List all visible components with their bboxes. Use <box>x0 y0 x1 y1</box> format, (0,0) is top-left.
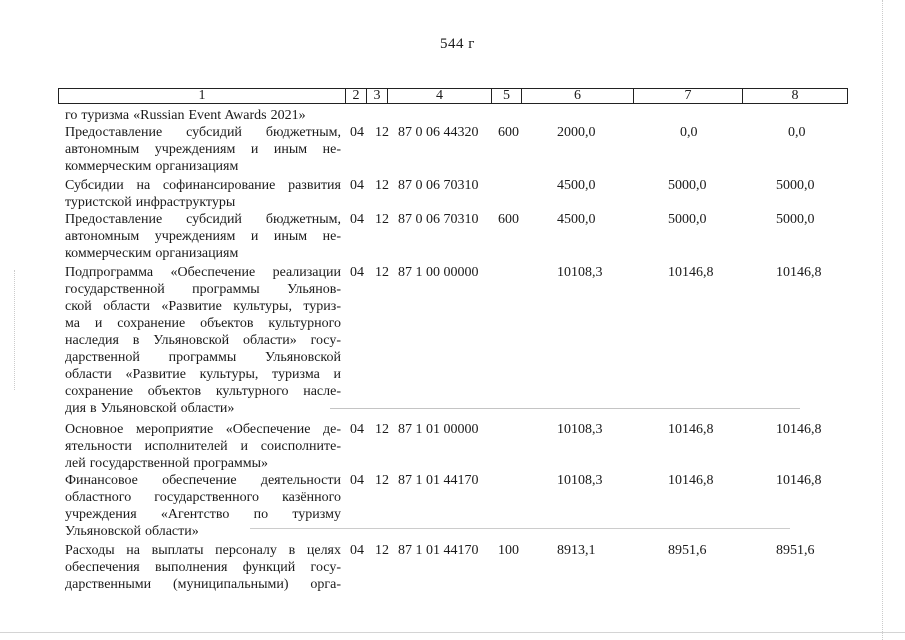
cell-target-code: 87 1 01 00000 <box>398 422 479 437</box>
description-line: Ульяновской области» <box>65 524 199 539</box>
description-line: областного государственного казённого <box>65 490 341 505</box>
cell-target-code: 87 0 06 70310 <box>398 212 479 227</box>
cell-amount-col7: 10146,8 <box>668 422 714 437</box>
description-line: государственной программы Ульянов- <box>65 282 341 297</box>
description-line: Предоставление субсидий бюджетным, <box>65 125 341 140</box>
description-line: ма и сохранение объектов культурного <box>65 316 341 331</box>
cell-amount-col8: 10146,8 <box>776 422 822 437</box>
cell-amount-col7: 8951,6 <box>668 543 707 558</box>
cell-amount-col7: 10146,8 <box>668 265 714 280</box>
description-line: дия в Ульяновской области» <box>65 401 235 416</box>
scan-noise-line <box>0 632 905 633</box>
table-row-description <box>65 107 341 124</box>
cell-amount-col8: 10146,8 <box>776 265 822 280</box>
description-line: наследия в Ульяновской области» госу- <box>65 333 341 348</box>
description-line: ской области «Развитие культуры, туриз- <box>65 299 341 314</box>
cell-subsection: 12 <box>375 422 389 437</box>
header-col-2: 2 <box>346 89 367 103</box>
description-line: области «Развитие культуры, туризма и <box>65 367 341 382</box>
description-line: коммерческим организациям <box>65 246 239 261</box>
cell-target-code: 87 1 01 44170 <box>398 543 479 558</box>
cell-expense-type: 600 <box>498 212 519 227</box>
cell-target-code: 87 1 00 00000 <box>398 265 479 280</box>
scan-noise-line <box>250 528 790 529</box>
description-line: дарственной программы Ульяновской <box>65 350 341 365</box>
cell-amount-col8: 8951,6 <box>776 543 815 558</box>
table-row-description <box>65 542 341 593</box>
cell-amount-col6: 2000,0 <box>557 125 596 140</box>
cell-expense-type: 100 <box>498 543 519 558</box>
cell-amount-col6: 8913,1 <box>557 543 596 558</box>
scan-noise-edge <box>882 0 884 640</box>
cell-amount-col8: 5000,0 <box>776 212 815 227</box>
header-col-4: 4 <box>388 89 492 103</box>
cell-amount-col6: 10108,3 <box>557 422 603 437</box>
cell-expense-type: 600 <box>498 125 519 140</box>
description-line: дарственными (муниципальными) орга- <box>65 577 341 592</box>
cell-subsection: 12 <box>375 543 389 558</box>
cell-amount-col8: 0,0 <box>788 125 806 140</box>
cell-subsection: 12 <box>375 178 389 193</box>
table-row-description <box>65 211 341 262</box>
description-line: туристской инфраструктуры <box>65 195 236 210</box>
cell-section: 04 <box>350 422 364 437</box>
page-number: 544 г <box>440 36 475 52</box>
description-line: Предоставление субсидий бюджетным, <box>65 212 341 227</box>
description-line: учреждения «Агентство по туризму <box>65 507 341 522</box>
cell-subsection: 12 <box>375 265 389 280</box>
table-row-description <box>65 472 341 540</box>
cell-target-code: 87 0 06 70310 <box>398 178 479 193</box>
description-line: Субсидии на софинансирование развития <box>65 178 341 193</box>
cell-target-code: 87 0 06 44320 <box>398 125 479 140</box>
description-line: обеспечения выполнения функций госу- <box>65 560 341 575</box>
scan-noise-speckle <box>14 270 55 390</box>
scan-noise-line <box>330 408 800 409</box>
table-header-row <box>58 88 848 104</box>
header-col-6: 6 <box>522 89 634 103</box>
description-line: коммерческим организациям <box>65 159 239 174</box>
cell-target-code: 87 1 01 44170 <box>398 473 479 488</box>
table-row-description <box>65 124 341 175</box>
table-row-description <box>65 177 341 211</box>
description-line: го туризма «Russian Event Awards 2021» <box>65 108 306 123</box>
description-line: сохранение объектов культурного насле- <box>65 384 341 399</box>
cell-subsection: 12 <box>375 125 389 140</box>
description-line: ятельности исполнителей и соисполните- <box>65 439 341 454</box>
header-col-3: 3 <box>367 89 388 103</box>
cell-amount-col6: 4500,0 <box>557 212 596 227</box>
cell-amount-col6: 4500,0 <box>557 178 596 193</box>
cell-subsection: 12 <box>375 473 389 488</box>
table-row-description <box>65 264 341 417</box>
description-line: лей государственной программы» <box>65 456 269 471</box>
cell-amount-col6: 10108,3 <box>557 265 603 280</box>
cell-section: 04 <box>350 473 364 488</box>
cell-section: 04 <box>350 265 364 280</box>
description-line: Финансовое обеспечение деятельности <box>65 473 341 488</box>
header-col-7: 7 <box>634 89 743 103</box>
cell-subsection: 12 <box>375 212 389 227</box>
cell-section: 04 <box>350 543 364 558</box>
description-line: Основное мероприятие «Обеспечение де- <box>65 422 341 437</box>
header-col-5: 5 <box>492 89 522 103</box>
description-line: автономным учреждениям и иным не- <box>65 142 341 157</box>
cell-amount-col8: 5000,0 <box>776 178 815 193</box>
description-line: Подпрограмма «Обеспечение реализации <box>65 265 341 280</box>
cell-amount-col6: 10108,3 <box>557 473 603 488</box>
header-col-1: 1 <box>59 89 346 103</box>
cell-amount-col7: 5000,0 <box>668 178 707 193</box>
cell-section: 04 <box>350 212 364 227</box>
header-col-8: 8 <box>791 88 799 103</box>
cell-section: 04 <box>350 125 364 140</box>
table-row-description <box>65 421 341 472</box>
cell-amount-col7: 0,0 <box>680 125 698 140</box>
cell-amount-col7: 10146,8 <box>668 473 714 488</box>
cell-amount-col8: 10146,8 <box>776 473 822 488</box>
cell-section: 04 <box>350 178 364 193</box>
description-line: Расходы на выплаты персоналу в целях <box>65 543 341 558</box>
cell-amount-col7: 5000,0 <box>668 212 707 227</box>
description-line: автономным учреждениям и иным не- <box>65 229 341 244</box>
